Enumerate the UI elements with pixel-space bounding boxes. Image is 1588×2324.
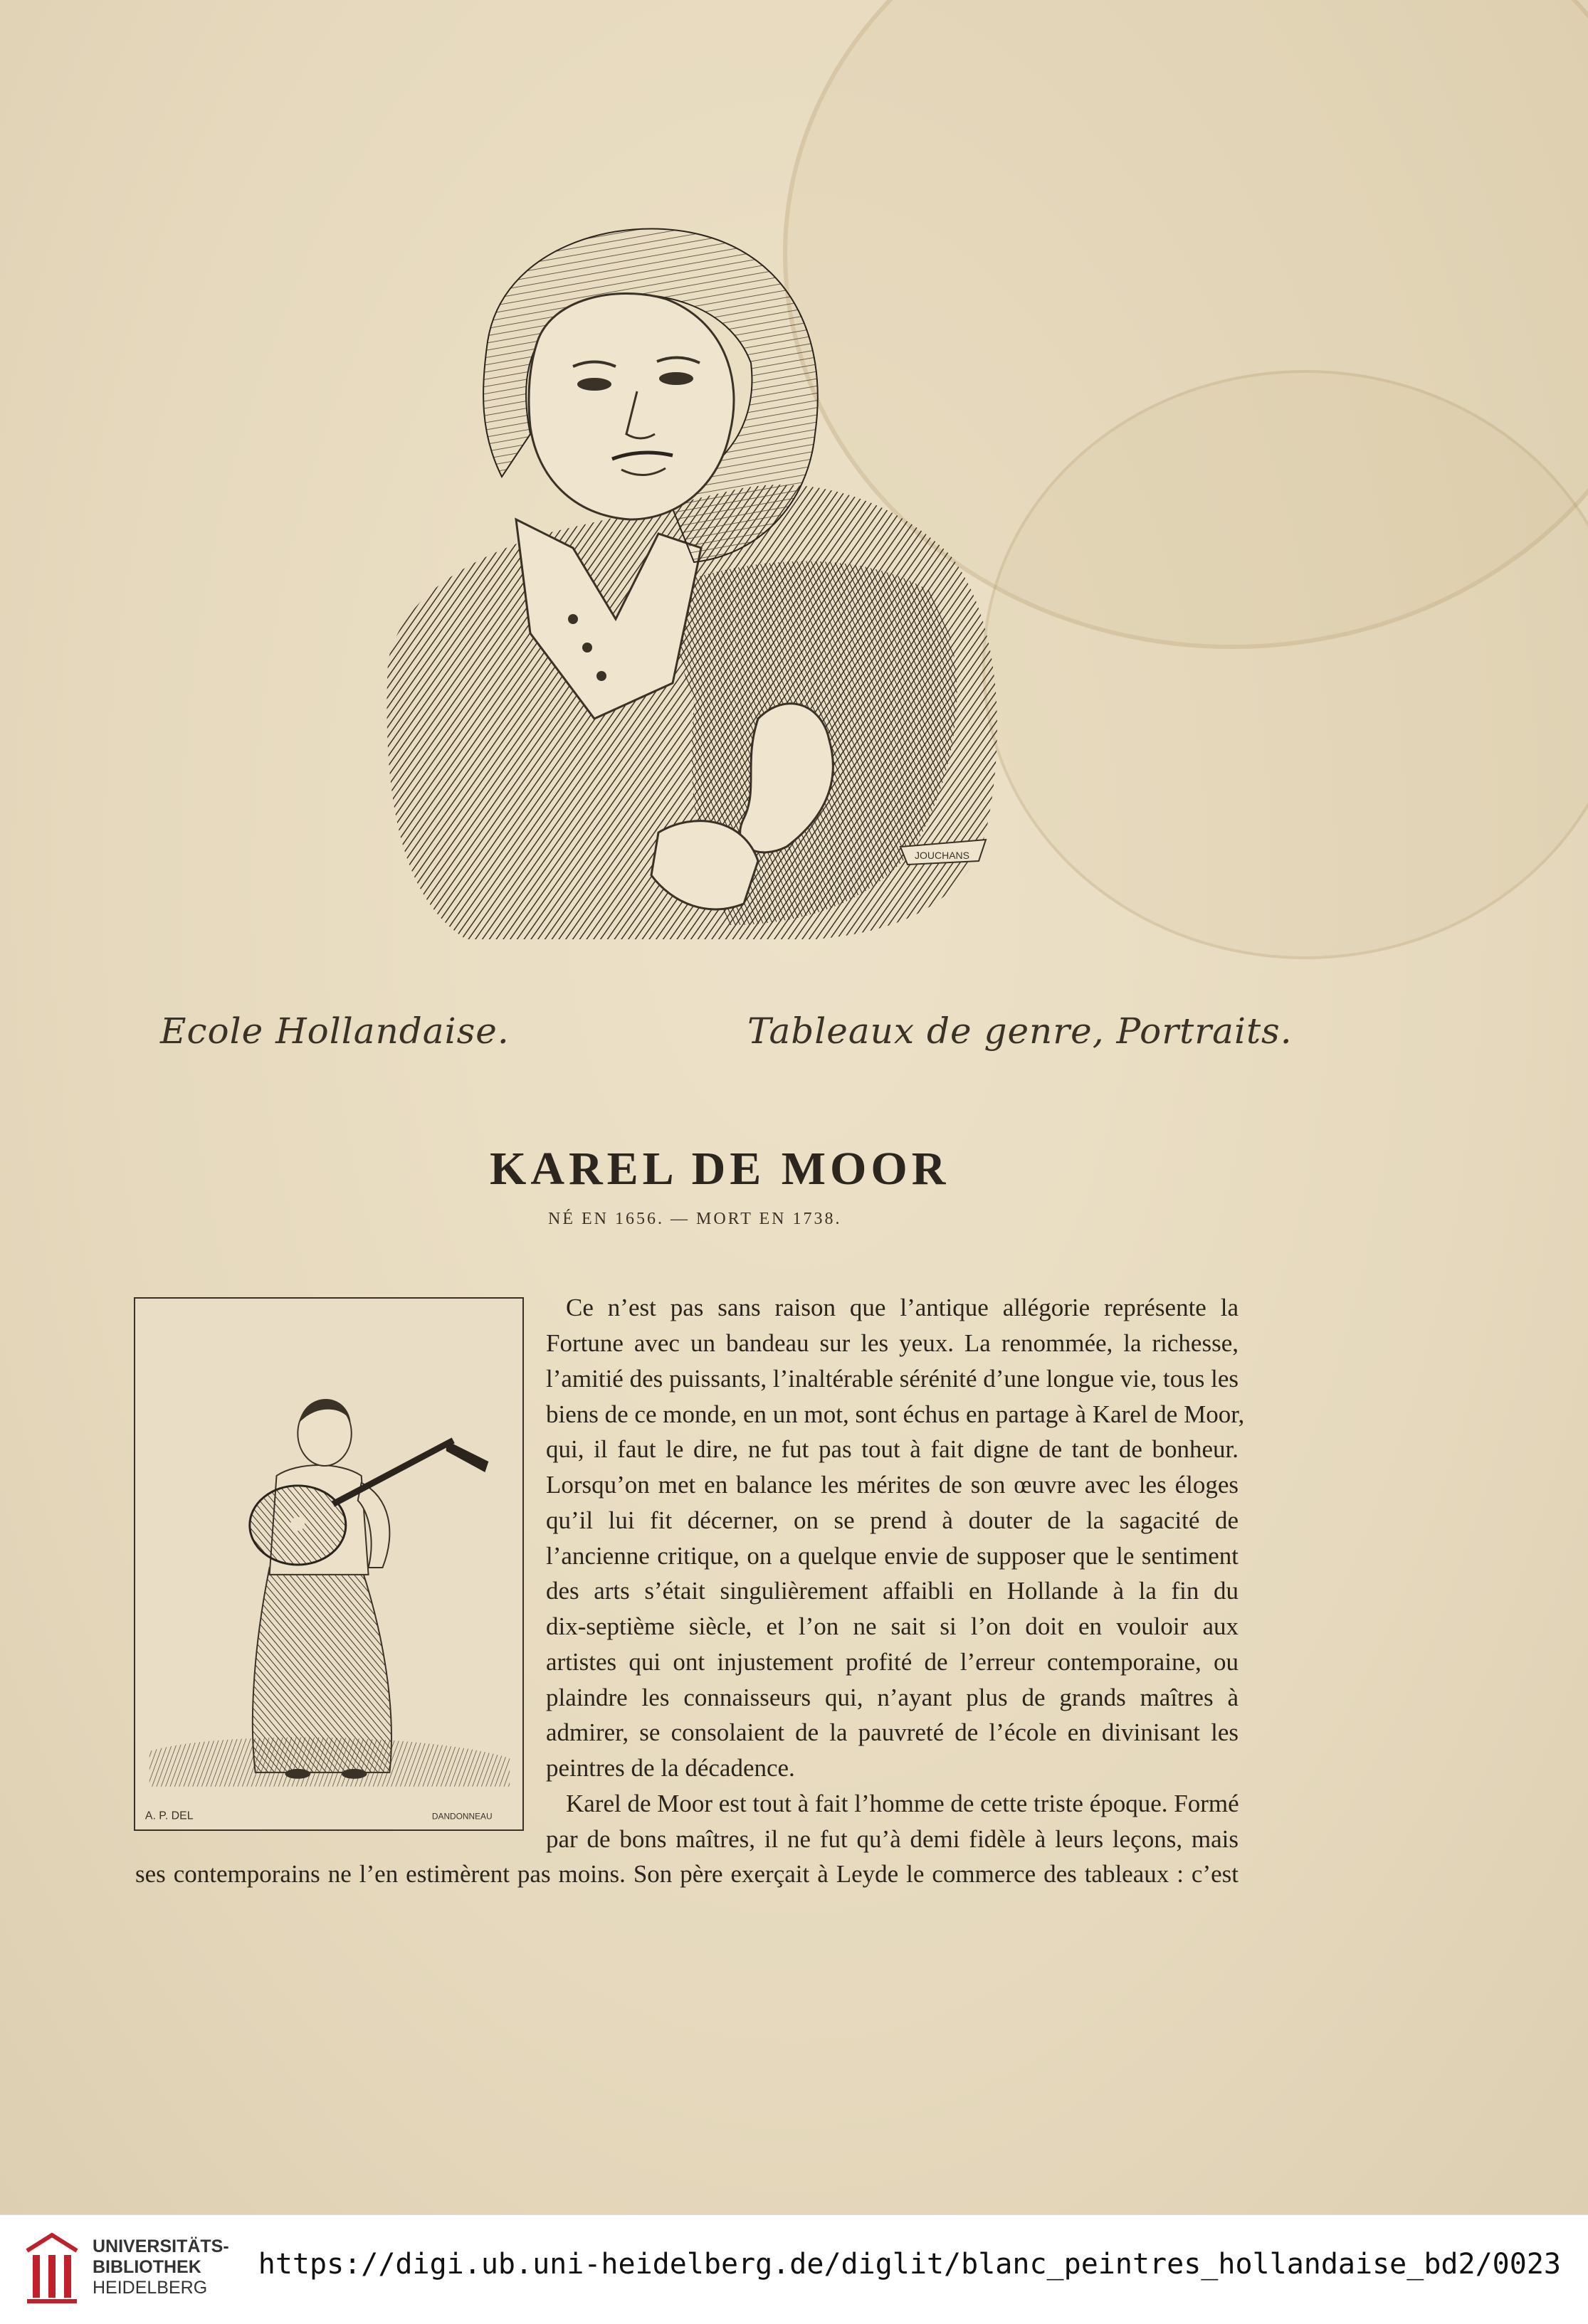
text-line: Karel de Moor est tout à fait l’homme de cette triste époque. Formé [566, 1790, 1239, 1817]
library-name-line: BIBLIOTHEK [93, 2257, 201, 2277]
text-line: qu’il lui fit décerner, on se prend à douter de la sagacité de [546, 1506, 1239, 1534]
library-logo-icon [20, 2229, 84, 2308]
source-url[interactable]: https://digi.ub.uni-heidelberg.de/diglit/blanc_peintres_hollandaise_bd2/0023 [258, 2248, 1561, 2281]
text-line: peintres de la décadence. [546, 1754, 795, 1782]
vignette-signature-right: DANDONNEAU [431, 1811, 493, 1822]
text-line: dix-septième siècle, et l’on ne sait si l’on doit en vouloir aux [546, 1612, 1239, 1640]
text-line: ses contemporains ne l’en estimèrent pas moins. Son père exerçait à Leyde le commerce des tableaux : c’est [135, 1860, 1239, 1888]
text-line: biens de ce monde, en un mot, sont échus en partage à Karel de Moor, [546, 1400, 1245, 1428]
library-name [93, 2236, 229, 2298]
text-line: qui, il faut le dire, ne fut pas tout à fait digne de tant de bonheur. [546, 1435, 1239, 1463]
text-line: artistes qui ont injustement profité de l’erreur contemporaine, ou [546, 1648, 1239, 1676]
portrait-signature: JOUCHANS [915, 850, 970, 861]
footer-bar [0, 2214, 1588, 2324]
genre-heading: Tableaux de genre, Portraits. [747, 1010, 1293, 1052]
vignette-signature-left: A. P. DEL [144, 1810, 194, 1822]
text-line: des arts s’était singulièrement affaibli en Hollande à la fin du [546, 1577, 1239, 1605]
text-line: plaindre les connaisseurs qui, n’ayant plus de grands maîtres à [546, 1684, 1239, 1711]
library-name-line: HEIDELBERG [93, 2278, 208, 2298]
text-line: par de bons maîtres, il ne fut qu’à demi fidèle à leurs leçons, mais [546, 1825, 1239, 1853]
vignette-engraving [134, 1297, 524, 1831]
school-heading: Ecole Hollandaise. [160, 1010, 510, 1052]
text-line: l’ancienne critique, on a quelque envie de supposer que le sentiment [546, 1542, 1239, 1570]
text-line: Fortune avec un bandeau sur les yeux. La renommée, la richesse, [546, 1329, 1239, 1357]
artist-dates: NÉ EN 1656. — MORT EN 1738. [548, 1210, 842, 1228]
text-line: Ce n’est pas sans raison que l’antique allégorie représente la [566, 1294, 1239, 1321]
text-line: admirer, se consolaient de la pauvreté de l’école en divinisant les [546, 1718, 1239, 1746]
text-line: Lorsqu’on met en balance les mérites de son œuvre avec les éloges [546, 1471, 1239, 1499]
library-name-line: UNIVERSITÄTS- [93, 2236, 229, 2256]
article-title: KAREL DE MOOR [490, 1143, 950, 1195]
text-line: l’amitié des puissants, l’inaltérable sérénité d’une longue vie, tous les [546, 1365, 1239, 1393]
portrait-engraving [359, 221, 1014, 939]
